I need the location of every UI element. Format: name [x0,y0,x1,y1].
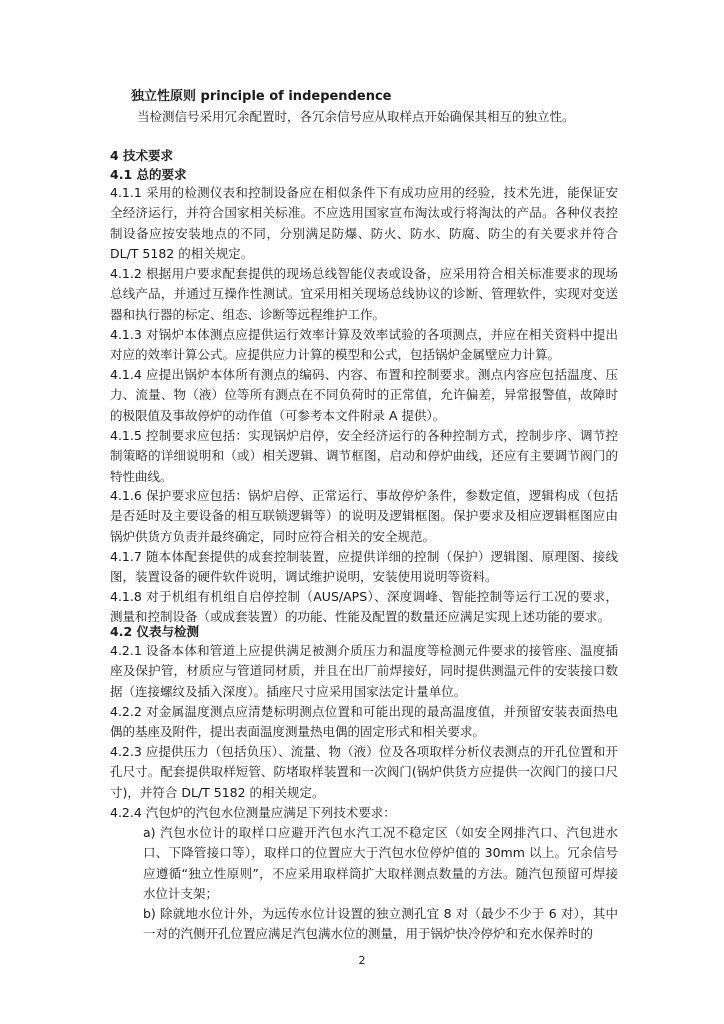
clause-4-2-4: 4.2.4 汽包炉的汽包水位测量应满足下列技术要求： [110,805,396,820]
clause-4-1-1: 4.1.1 采用的检测仪表和控制设备应在相似条件下有成功应用的经验，技术先进，能保证安全经济运行，并符合国家相关标准。不应选用国家宣布淘汰或行将淘汰的产品。各种仪表控制设备应按安装地点的不同，分别满足防爆、防火、防水、防腐、防尘的有关要求并符合DL/T 5182 的相关规定。 [110,185,618,261]
clause-4-1-3: 4.1.3 对锅炉本体测点应提供运行效率计算及效率试验的各项测点，并应在相关资料中提出对应的效率计算公式。应提供应力计算的模型和公式，包括锅炉金属壁应力计算。 [110,327,618,363]
list-item-b: b) 除就地水位计外，为远传水位计设置的独立测孔宜 8 对（最少不少于 6 对），其中一对的汽侧开孔位置应满足汽包满水位的测量，用于锅炉快冷停炉和充水保养时的 [143,906,618,942]
term-title [131,87,643,107]
clause-4-2-3: 4.2.3 应提供压力（包括负压）、流量、物（液）位及各项取样分析仪表测点的开孔位置和开孔尺寸。配套提供取样短管、防堵取样装置和一次阀门(锅炉供货方应提供一次阀门的接口尺寸)，并符合 DL/T 5182 的相关规定。 [110,744,618,800]
term-definition: 当检测信号采用冗余配置时，各冗余信号应从取样点开始确保其相互的独立性。 [137,109,575,124]
clause-4-1-6: 4.1.6 保护要求应包括：锅炉启停、正常运行、事故停炉条件，参数定值，逻辑构成（包括是否延时及主要设备的相互联锁逻辑等）的说明及逻辑框图。保护要求及相应逻辑框图应由锅炉供货方负责并最终确定，同时应符合相关的安全规范。 [110,488,618,544]
clause-4-1-8: 4.1.8 对于机组有机组自启停控制（AUS/APS）、深度调峰、智能控制等运行工况的要求，测量和控制设备（或成套装置）的功能、性能及配置的数量还应满足实现上述功能的要求。 [110,589,618,625]
list-item-a: a) 汽包水位计的取样口应避开汽包水汽工况不稳定区（如安全网排汽口、汽包进水口、下降管接口等），取样口的位置应大于汽包水位停炉值的 30mm 以上。冗余信号应遵循“独立性原则”，不应采用取样筒扩大取样测点数量的方法。随汽包预留可焊接水位计支架； [143,825,618,901]
term-name-en: principle of independence [200,89,392,104]
clause-4-1-2: 4.1.2 根据用户要求配套提供的现场总线智能仪表或设备，应采用符合相关标准要求的现场总线产品，并通过互操作性测试。宜采用相关现场总线协议的诊断、管理软件，实现对变送器和执行器的标定、组态、诊断等远程维护工作。 [110,266,618,322]
subsection-heading: 4.1 总的要求 [110,167,187,182]
page-number: 2 [358,954,366,967]
clause-4-1-7: 4.1.7 随本体配套提供的成套控制装置，应提供详细的控制（保护）逻辑图、原理图、接线图，装置设备的硬件软件说明，调试维护说明，安装使用说明等资料。 [110,549,618,585]
clause-4-1-5: 4.1.5 控制要求应包括：实现锅炉启停，安全经济运行的各种控制方式，控制步序、调节控制策略的详细说明和（或）相关逻辑、调节框图，启动和停炉曲线，还应有主要调节阀门的特性曲线。 [110,428,618,484]
clause-4-2-1: 4.2.1 设备本体和管道上应提供满足被测介质压力和温度等检测元件要求的接管座、温度插座及保护管，材质应与管道同材质，并且在出厂前焊接好，同时提供测温元件的安装接口数据（连接螺纹及插入深度）。插座尺寸应采用国家法定计量单位。 [110,643,618,699]
term-name-cn: 独立性原则 [131,89,197,104]
subsection-heading: 4.2 仪表与检测 [110,624,199,639]
clause-4-1-4: 4.1.4 应提出锅炉本体所有测点的编码、内容、布置和控制要求。测点内容应包括温度、压力、流量、物（液）位等所有测点在不同负荷时的正常值，允许偏差，异常报警值，故障时的极限值及事故停炉的动作值（可参考本文件附录 A 提供）。 [110,367,618,423]
clause-4-2-2: 4.2.2 对金属温度测点应清楚标明测点位置和可能出现的最高温度值，并预留安装表面热电偶的基座及附件，提出表面温度测量热电偶的固定形式和相关要求。 [110,704,618,740]
section-heading: 4 技术要求 [110,148,174,163]
